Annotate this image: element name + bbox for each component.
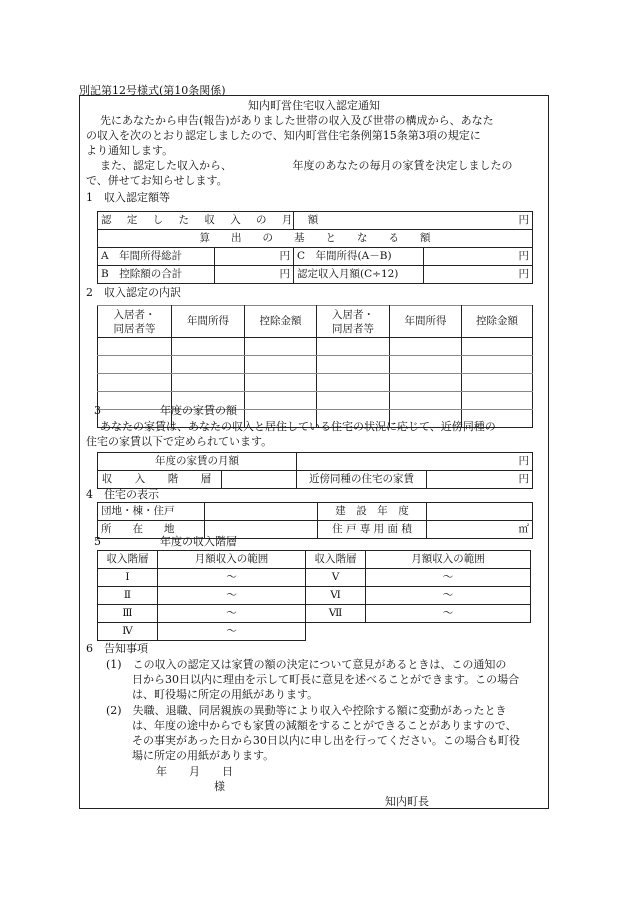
annual-income-total-label: A 年間所得総計 bbox=[98, 248, 215, 266]
section-5-number: 5 bbox=[94, 535, 101, 548]
section-3-text-1: あなたの家賃は、あなたの収入と居住している住宅の状況に応じて、近傍同種の bbox=[100, 420, 496, 433]
monthly-income-value: 円 bbox=[294, 212, 533, 230]
issuer-signature: 知内町長 bbox=[385, 795, 429, 808]
form-number-label: 別記第12号様式(第10条関係) bbox=[79, 84, 226, 97]
intro-line-4: また、認定した収入から、 年度のあなたの毎月の家賃を決定しましたの bbox=[100, 159, 513, 172]
intro-line-5: で、併せてお知らせします。 bbox=[86, 174, 228, 187]
table-row bbox=[98, 569, 531, 587]
level-cell: Ⅴ bbox=[306, 569, 366, 587]
income-level-label: 収 入 階 層 bbox=[98, 471, 222, 489]
built-year-value bbox=[427, 503, 533, 521]
income-level-table bbox=[97, 550, 531, 641]
table-row bbox=[98, 623, 531, 641]
section-2-heading: 2 収入認定の内訳 bbox=[86, 286, 181, 299]
notice-1-line-2: 日から30日以内に理由を示して町長に意見を述べることができます。この場合 bbox=[132, 673, 520, 686]
header-range-left: 月額収入の範囲 bbox=[158, 551, 306, 569]
deduction-total-label: B 控除額の合計 bbox=[98, 266, 215, 284]
header-person-right: 入居者・ 同居者等 bbox=[317, 306, 390, 338]
range-cell: ～ bbox=[158, 605, 306, 623]
section-3-heading: 年度の家賃の額 bbox=[160, 404, 237, 417]
annual-income-net-label: C 年間所得(A－B) bbox=[294, 248, 424, 266]
section-4-heading: 4 住宅の表示 bbox=[86, 488, 159, 501]
annual-income-net-value: 円 bbox=[424, 248, 533, 266]
rent-table bbox=[97, 452, 533, 489]
estate-value bbox=[205, 503, 318, 521]
section-5-heading: 年度の収入階層 bbox=[160, 535, 237, 548]
range-cell: ～ bbox=[158, 569, 306, 587]
intro-line-3: より通知します。 bbox=[86, 144, 174, 157]
notice-2-line-1: (2) 失職、退職、同居親族の異動等により収入や控除する額に変動があったとき bbox=[106, 704, 507, 717]
income-level-value bbox=[222, 471, 297, 489]
notice-1-line-1: (1) この収入の認定又は家賃の額の決定について意見があるときは、この通知の bbox=[106, 658, 507, 671]
section-3-text-2: 住宅の家賃以下で定められています。 bbox=[86, 435, 273, 448]
notice-2-line-3: その事実があった日から30日以内に申し出を行ってください。この場合も町役 bbox=[132, 734, 520, 747]
estate-label: 団地・棟・住戸 bbox=[98, 503, 205, 521]
level-cell: Ⅰ bbox=[98, 569, 158, 587]
notice-date: 年 月 日 bbox=[156, 765, 233, 778]
level-cell: Ⅲ bbox=[98, 605, 158, 623]
range-cell: ～ bbox=[366, 605, 531, 623]
range-cell: ～ bbox=[158, 623, 306, 641]
recipient-honorific: 様 bbox=[214, 780, 225, 793]
nearby-rent-value: 円 bbox=[427, 471, 533, 489]
income-amount-table bbox=[97, 211, 533, 284]
monthly-income-label: 認 定 し た 収 入 の 月 額 bbox=[98, 212, 294, 230]
header-range-right: 月額収入の範囲 bbox=[366, 551, 531, 569]
rent-monthly-label: 年度の家賃の月額 bbox=[98, 453, 297, 471]
header-level-left: 収入階層 bbox=[98, 551, 158, 569]
intro-line-1: 先にあなたから申告(報告)がありました世帯の収入及び世帯の構成から、あなた bbox=[100, 114, 494, 127]
level-cell: Ⅵ bbox=[306, 587, 366, 605]
certified-monthly-value: 円 bbox=[424, 266, 533, 284]
table-row bbox=[98, 374, 533, 392]
built-year-label: 建 設 年 度 bbox=[318, 503, 427, 521]
certified-monthly-label: 認定収入月額(C÷12) bbox=[294, 266, 424, 284]
rent-monthly-value: 円 bbox=[297, 453, 533, 471]
notice-2-line-2: は、年度の途中からでも家賃の減額をすることができることがありますので、 bbox=[132, 719, 517, 732]
header-level-right: 収入階層 bbox=[306, 551, 366, 569]
range-cell: ～ bbox=[366, 569, 531, 587]
document-title: 知内町営住宅収入認定通知 bbox=[248, 99, 380, 112]
header-person-left: 入居者・ 同居者等 bbox=[98, 306, 172, 338]
level-cell: Ⅳ bbox=[98, 623, 158, 641]
table-row bbox=[98, 356, 533, 374]
range-cell: ～ bbox=[158, 587, 306, 605]
floor-area-label: 住 戸 専 用 面 積 bbox=[318, 521, 427, 539]
section-6-heading: 6 告知事項 bbox=[86, 642, 148, 655]
calculation-basis-label: 算 出 の 基 と な る 額 bbox=[98, 230, 533, 248]
housing-table bbox=[97, 502, 533, 539]
notice-2-line-4: 場に所定の用紙があります。 bbox=[132, 749, 275, 762]
section-3-number: 3 bbox=[94, 404, 101, 417]
notice-1-line-3: は、町役場に所定の用紙があります。 bbox=[132, 688, 319, 701]
table-row bbox=[98, 338, 533, 356]
annual-income-total-value: 円 bbox=[215, 248, 294, 266]
header-deduct-left: 控除金額 bbox=[245, 306, 317, 338]
table-row bbox=[98, 605, 531, 623]
deduction-total-value: 円 bbox=[215, 266, 294, 284]
header-income-left: 年間所得 bbox=[172, 306, 245, 338]
range-cell: ～ bbox=[366, 587, 531, 605]
level-cell: Ⅱ bbox=[98, 587, 158, 605]
level-cell: Ⅶ bbox=[306, 605, 366, 623]
nearby-rent-label: 近傍同種の住宅の家賃 bbox=[297, 471, 427, 489]
table-row bbox=[98, 587, 531, 605]
section-1-heading: 1 収入認定額等 bbox=[86, 191, 170, 204]
header-deduct-right: 控除金額 bbox=[462, 306, 533, 338]
notice-frame bbox=[79, 95, 549, 809]
intro-line-2: の収入を次のとおり認定しましたので、知内町営住宅条例第15条第3項の規定に bbox=[86, 129, 481, 142]
header-income-right: 年間所得 bbox=[390, 306, 462, 338]
floor-area-value: ㎡ bbox=[427, 521, 533, 539]
location-label: 所 在 地 bbox=[98, 521, 205, 539]
